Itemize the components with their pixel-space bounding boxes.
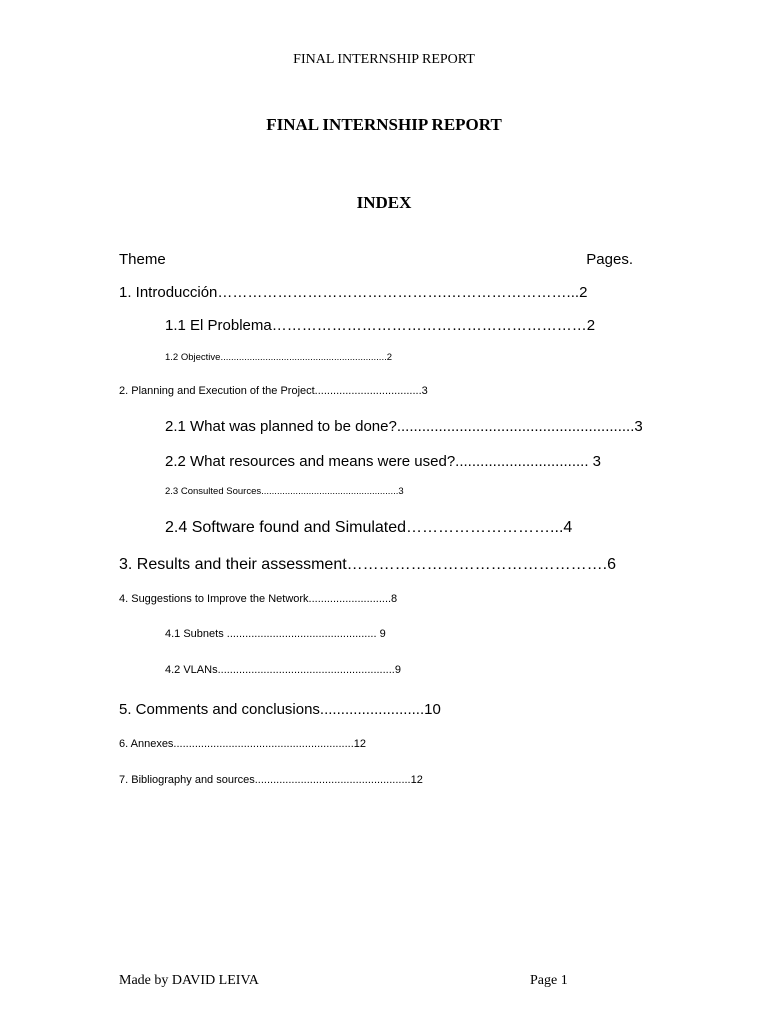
toc-entry-4-1: 4.1 Subnets ................................................. 9 <box>165 628 386 640</box>
toc-entry-1: 1. Introducción……………………………………….……………………...2 <box>119 284 588 301</box>
footer-page-number: Page 1 <box>530 973 568 988</box>
pages-column-label: Pages. <box>586 251 633 268</box>
theme-column-label: Theme <box>119 251 166 268</box>
toc-entry-5: 5. Comments and conclusions.........................10 <box>119 701 441 718</box>
toc-entry-3: 3. Results and their assessment………………………………………….6 <box>119 556 617 573</box>
toc-entry-2-1: 2.1 What was planned to be done?.........................................................3 <box>165 418 643 435</box>
index-title: INDEX <box>356 193 412 212</box>
document-title: FINAL INTERNSHIP REPORT <box>266 115 502 134</box>
toc-entry-6: 6. Annexes...........................................................12 <box>119 738 366 750</box>
toc-entry-2-2: 2.2 What resources and means were used?................................ 3 <box>165 453 602 470</box>
toc-entry-1-1: 1.1 El Problema………………………………………………………2 <box>165 317 596 334</box>
toc-entry-2: 2. Planning and Execution of the Project...................................3 <box>119 385 428 397</box>
toc-entry-1-2: 1.2 Objective...............................................................2 <box>165 352 393 363</box>
toc-entry-4-2: 4.2 VLANs..........................................................9 <box>165 664 401 676</box>
running-header: FINAL INTERNSHIP REPORT <box>293 52 475 67</box>
footer-author: Made by DAVID LEIVA <box>119 973 259 988</box>
toc-entry-7: 7. Bibliography and sources...................................................12 <box>119 774 423 786</box>
toc-entry-4: 4. Suggestions to Improve the Network...........................8 <box>119 593 398 605</box>
toc-entry-2-4: 2.4 Software found and Simulated………………………...4 <box>165 519 573 536</box>
toc-entry-2-3: 2.3 Consulted Sources....................................................3 <box>165 486 404 497</box>
